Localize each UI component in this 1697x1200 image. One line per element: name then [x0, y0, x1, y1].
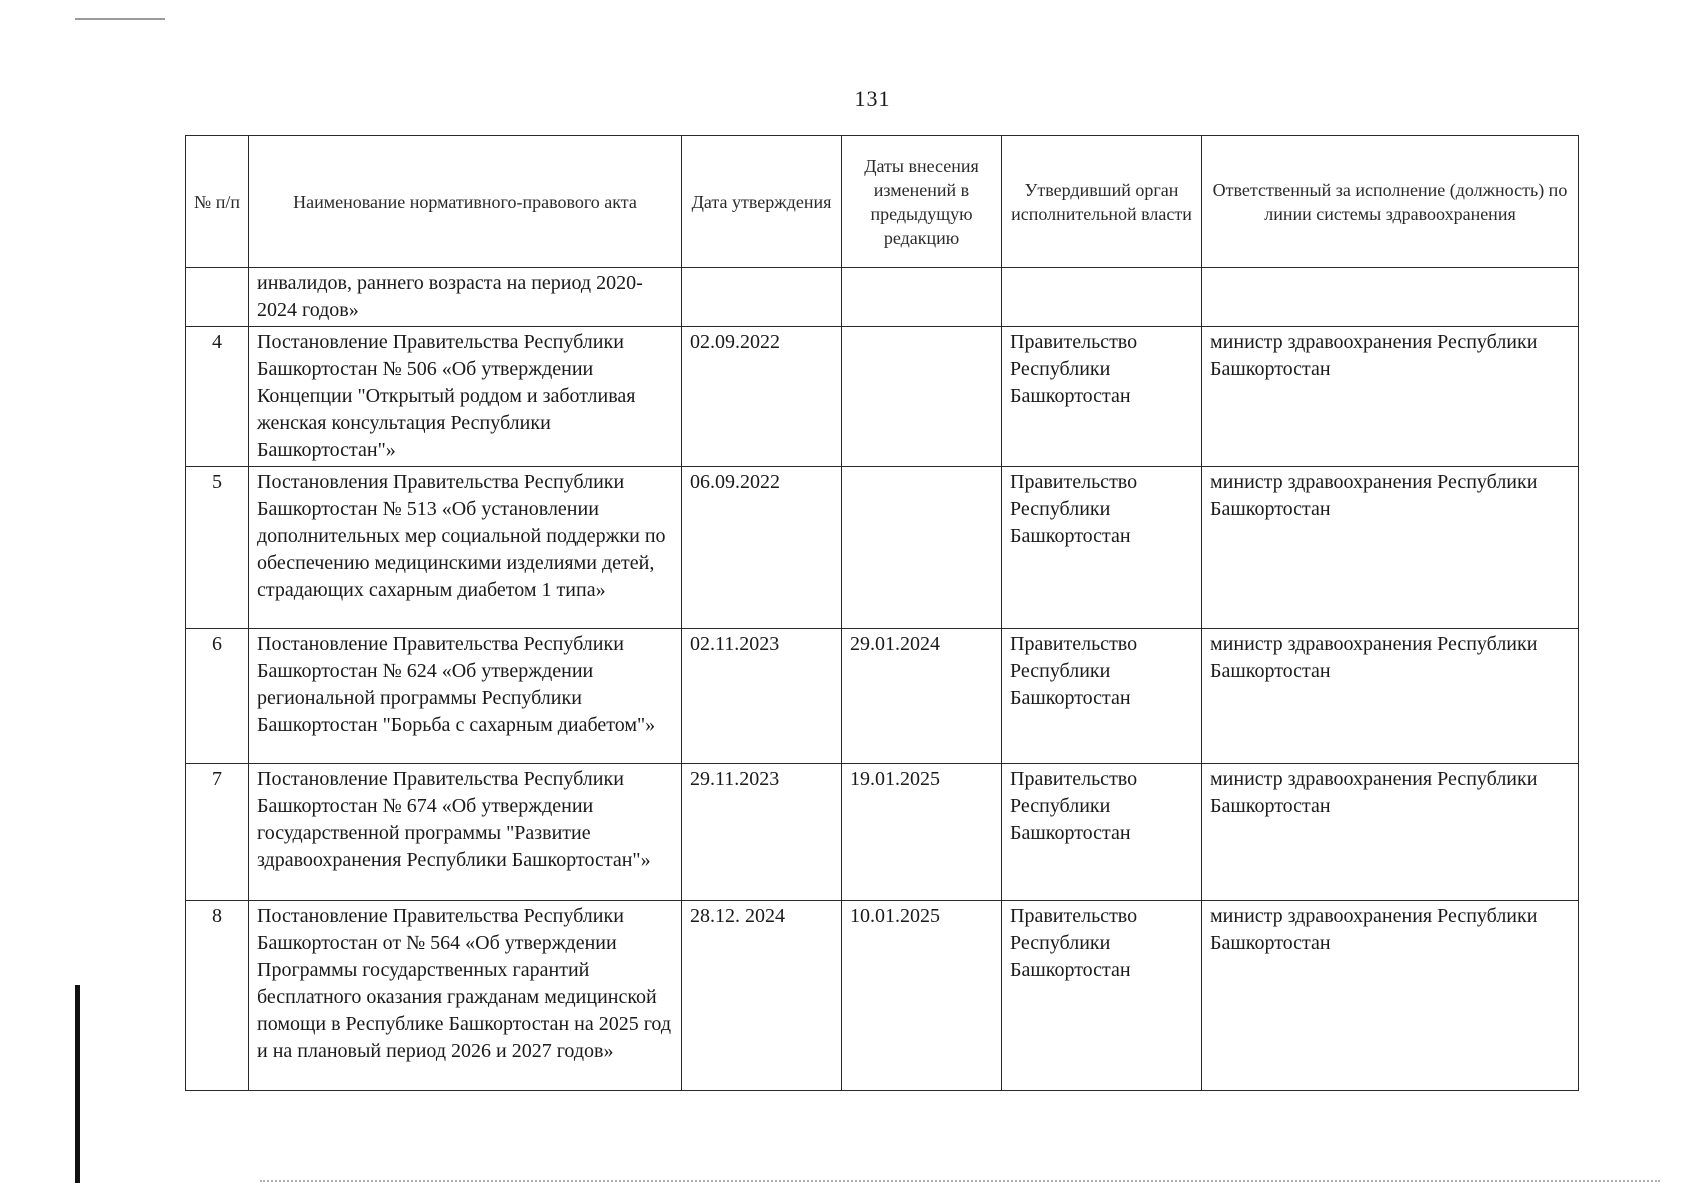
table-row	[186, 268, 1579, 327]
authority: Правительство Республики Башкортостан	[1002, 764, 1202, 901]
act-name: Постановление Правительства Республики Башкортостан № 674 «Об утверждении государственной программы "Развитие здравоохранения Республики Башкортостан"»	[249, 764, 682, 901]
act-name: инвалидов, раннего возраста на период 2020-2024 годов»	[249, 268, 682, 327]
header-number: № п/п	[186, 136, 249, 268]
responsible: министр здравоохранения Республики Башкортостан	[1202, 629, 1579, 764]
responsible: министр здравоохранения Республики Башкортостан	[1202, 764, 1579, 901]
authority	[1002, 268, 1202, 327]
scan-artifact-bottom	[260, 1180, 1660, 1184]
row-number: 6	[186, 629, 249, 764]
act-name: Постановление Правительства Республики Башкортостан № 624 «Об утверждении региональной программы Республики Башкортостан "Борьба с сахарным диабетом"»	[249, 629, 682, 764]
header-act-name: Наименование нормативного-правового акта	[249, 136, 682, 268]
header-change-dates: Даты внесения изменений в предыдущую редакцию	[842, 136, 1002, 268]
row-number	[186, 268, 249, 327]
table-row	[186, 327, 1579, 467]
table-row	[186, 764, 1579, 901]
header-responsible: Ответственный за исполнение (должность) по линии системы здравоохранения	[1202, 136, 1579, 268]
authority: Правительство Республики Башкортостан	[1002, 327, 1202, 467]
change-date: 29.01.2024	[842, 629, 1002, 764]
approval-date: 02.09.2022	[682, 327, 842, 467]
responsible: министр здравоохранения Республики Башкортостан	[1202, 467, 1579, 629]
act-name: Постановление Правительства Республики Башкортостан № 506 «Об утверждении Концепции "Открытый роддом и заботливая женская консультация Республики Башкортостан"»	[249, 327, 682, 467]
change-date: 10.01.2025	[842, 901, 1002, 1091]
row-number: 5	[186, 467, 249, 629]
row-number: 8	[186, 901, 249, 1091]
approval-date: 28.12. 2024	[682, 901, 842, 1091]
approval-date: 06.09.2022	[682, 467, 842, 629]
change-date	[842, 467, 1002, 629]
page-number: 131	[854, 86, 891, 111]
row-number: 7	[186, 764, 249, 901]
change-date	[842, 268, 1002, 327]
responsible: министр здравоохранения Республики Башкортостан	[1202, 901, 1579, 1091]
authority: Правительство Республики Башкортостан	[1002, 467, 1202, 629]
approval-date: 29.11.2023	[682, 764, 842, 901]
authority: Правительство Республики Башкортостан	[1002, 901, 1202, 1091]
regulatory-acts-table	[185, 135, 1579, 1091]
header-authority: Утвердивший орган исполнительной власти	[1002, 136, 1202, 268]
scan-artifact-top	[75, 18, 165, 20]
approval-date: 02.11.2023	[682, 629, 842, 764]
row-number: 4	[186, 327, 249, 467]
header-approval-date: Дата утверждения	[682, 136, 842, 268]
table-row	[186, 629, 1579, 764]
responsible: министр здравоохранения Республики Башкортостан	[1202, 327, 1579, 467]
scan-edge-bar	[75, 985, 80, 1183]
act-name: Постановление Правительства Республики Башкортостан от № 564 «Об утверждении Программы государственных гарантий бесплатного оказания гражданам медицинской помощи в Республике Башкортостан на 2025 год и на плановый период 2026 и 2027 годов»	[249, 901, 682, 1091]
act-name: Постановления Правительства Республики Башкортостан № 513 «Об установлении дополнительных мер социальной поддержки по обеспечению медицинскими изделиями детей, страдающих сахарным диабетом 1 типа»	[249, 467, 682, 629]
approval-date	[682, 268, 842, 327]
table-row	[186, 901, 1579, 1091]
change-date: 19.01.2025	[842, 764, 1002, 901]
authority: Правительство Республики Башкортостан	[1002, 629, 1202, 764]
change-date	[842, 327, 1002, 467]
table-header-row	[186, 136, 1579, 268]
responsible	[1202, 268, 1579, 327]
table-row	[186, 467, 1579, 629]
